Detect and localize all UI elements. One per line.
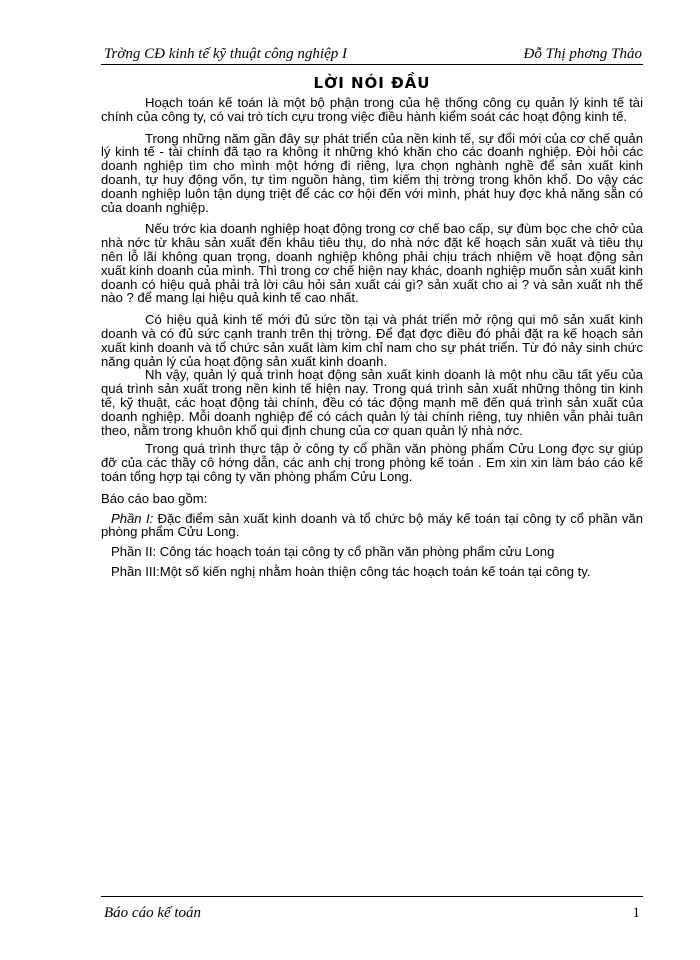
section-item-2: [101, 545, 643, 559]
footer-rule: [101, 896, 643, 897]
document-body: [101, 96, 643, 585]
paragraph-4: Có hiệu quả kinh tế mới đủ sức tồn tại và phát triển mở rộng qui mô sản xuất kinh doanh và có đủ sức cạnh tranh trên thị trờng. Để đạt đợc điều đó phải đặt ra kế hoạch sản xuất kinh doanh và tổ chức sản xuất làm kim chỉ nam cho sự phát triển. Từ đó nảy sinh chức năng quản lý của hoạt động sản xuất kinh doanh.: [101, 312, 643, 369]
section-item-1: [101, 512, 643, 540]
paragraph-5: Nh vậy, quản lý quá trình hoạt động sản xuất kinh doanh là một nhu cầu tất yếu của quá trình sản xuất trong nền kinh tế hiện nay. Trong quá trình sản xuất những thông tin kinh tế, kỹ thuật, các hoạt động tài chính, đều có tác động mạnh mẽ đến quá trình sản xuất của doanh nghiệp. Mỗi doanh nghiệp để có cách quản lý tài chính riêng, tuy nhiên vẫn phải tuân theo, nằm trong khuôn khổ qui định chung của cơ quan quản lý nhà nớc.: [101, 367, 643, 438]
section-text-1: Đặc điểm sản xuất kinh doanh và tổ chức bộ máy kế toán tại công ty cổ phần văn phòng phẩm Cửu Long.: [101, 510, 643, 540]
section-item-3: [101, 565, 643, 579]
report-intro: Báo cáo bao gồm:: [101, 490, 208, 506]
section-label-3: Phần III:: [111, 563, 160, 579]
page-header: [104, 44, 642, 64]
section-text-2: Công tác hoạch toán tại công ty cổ phần văn phòng phẩm cửu Long: [156, 544, 555, 560]
page-footer: [104, 903, 640, 923]
paragraph-2: Trong những năm gần đây sự phát triển của nền kinh tế, sự đổi mới của cơ chế quản lý kinh tế - tài chính đã tạo ra không ít những khó khăn cho các doanh nghiệp. Đòi hỏi các doanh nghiệp tìm cho mình một hớng đi riêng, lựa chọn nghành nghề để sản xuất kinh doanh, tự huy động vốn, tự tìm nguồn hàng, tìm kiếm thị trờng trong khôn khổ. Do vậy các doanh nghiệp luôn tận dụng triệt để các cơ hội đến với mình, phát huy đợc khả năng sẵn có của doanh nghiệp.: [101, 130, 643, 215]
header-rule: [101, 64, 643, 65]
paragraph-1: Hoạch toán kế toán là một bộ phận trong của hệ thống công cụ quản lý kinh tế tài chính của công ty, có vai trò tích cựu trong việc điều hành kiểm soát các hoạt động kinh tế.: [101, 95, 643, 124]
section-label-1: Phần I:: [111, 510, 154, 526]
section-text-3: Một số kiến nghị nhằm hoàn thiện công tác hoạch toán kế toán tại công ty.: [159, 563, 591, 579]
paragraph-3: Nếu trớc kia doanh nghiệp hoạt động trong cơ chế bao cấp, sự đùm bọc che chở của nhà nớc từ khâu sản xuất đến khâu tiêu thụ, do nhà nớc đặt kế hoạch sản xuất và tiêu thụ nên lỗ lãi không quan trọng, doanh nghiệp không phải chịu trách nhiệm về hoạt động sản xuất kinh doanh của mình. Thì trong cơ chế hiện nay khác, doanh nghiệp muốn sản xuất kinh doanh có hiệu quả phải trả lời câu hỏi sản xuất cái gì? sản xuất cho ai ? và sản xuất nh thế nào ? để mang lại hiệu quả kinh tế cao nhất.: [101, 221, 643, 306]
paragraph-6: Trong quá trình thực tập ở công ty cổ phần văn phòng phẩm Cửu Long đợc sự giúp đỡ của các thầy cô hớng dẫn, các anh chị trong phòng kế toán . Em xin xin làm báo cáo kế toán tổng hợp tại công ty văn phòng phẩm Cửu Long.: [101, 441, 643, 484]
page-number: 1: [632, 905, 640, 921]
page-title: LỜI NÓI ĐẦU: [313, 74, 431, 92]
footer-title: Báo cáo kế toán: [104, 905, 202, 921]
header-author-name: Đỗ Thị phơng Thảo: [523, 46, 642, 62]
header-school-name: Trờng CĐ kinh tế kỹ thuật công nghiệp I: [104, 46, 347, 62]
section-label-2: Phần II:: [111, 544, 157, 560]
